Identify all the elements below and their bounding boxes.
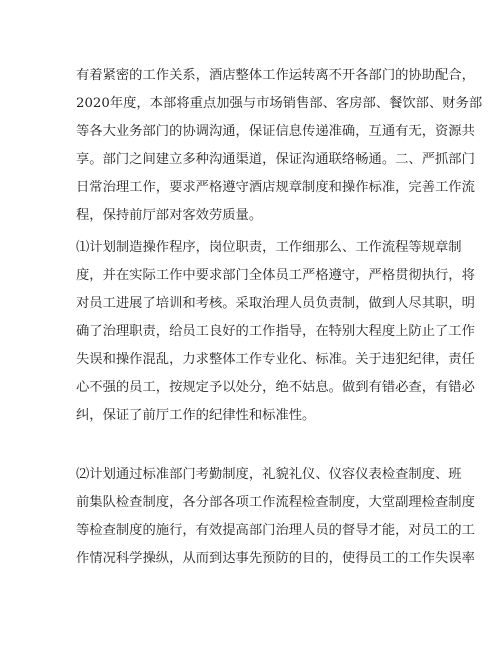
text-line: 失误和操作混乱，力求整体工作专业化、标准。关于违犯纪律，责任 bbox=[76, 352, 475, 367]
text-line: 作情况科学操纵，从而到达事先预防的目的，使得员工的工作失误率 bbox=[76, 551, 475, 566]
text-line: 前集队检查制度，各分部各项工作流程检查制度，大堂副理检查制度 bbox=[76, 495, 475, 510]
text-line: ⑵计划通过标准部门考勤制度，礼貌礼仪、仪容仪表检查制度、班 bbox=[76, 467, 462, 482]
text-line: 有着紧密的工作关系，酒店整体工作运转离不开各部门的协助配合， bbox=[76, 68, 475, 83]
paragraph-2 bbox=[76, 234, 475, 430]
paragraph-1 bbox=[76, 62, 483, 230]
text-line: 等检查制度的施行，有效提高部门治理人员的督导才能，对员工的工 bbox=[76, 523, 475, 538]
text-line: 等各大业务部门的协调沟通，保证信息传递准确，互通有无，资源共 bbox=[76, 124, 475, 139]
text-line: 心不强的员工，按规定予以处分，绝不姑息。做到有错必查，有错必 bbox=[76, 380, 475, 395]
text-line: 确了治理职责，给员工良好的工作指导，在特别大程度上防止了工作 bbox=[76, 324, 475, 339]
text-line: 2020年度，本部将重点加强与市场销售部、客房部、餐饮部、财务部 bbox=[76, 96, 483, 111]
text-line: 程，保持前厅部对客效劳质量。 bbox=[76, 208, 263, 223]
text-line: 对员工进展了培训和考核。采取治理人员负责制，做到人尽其职，明 bbox=[76, 296, 475, 311]
paragraph-3 bbox=[76, 461, 475, 573]
text-line: 纠，保证了前厅工作的纪律性和标准性。 bbox=[76, 408, 316, 423]
text-line: 度，并在实际工作中要求部门全体员工严格遵守，严格贯彻执行，将 bbox=[76, 268, 475, 283]
text-line: 享。部门之间建立多种沟通渠道，保证沟通联络畅通。二、严抓部门 bbox=[76, 152, 475, 167]
text-line: 日常治理工作，要求严格遵守酒店规章制度和操作标准，完善工作流 bbox=[76, 180, 475, 195]
text-line: ⑴计划制造操作程序，岗位职责，工作细那么、工作流程等规章制 bbox=[76, 240, 462, 255]
